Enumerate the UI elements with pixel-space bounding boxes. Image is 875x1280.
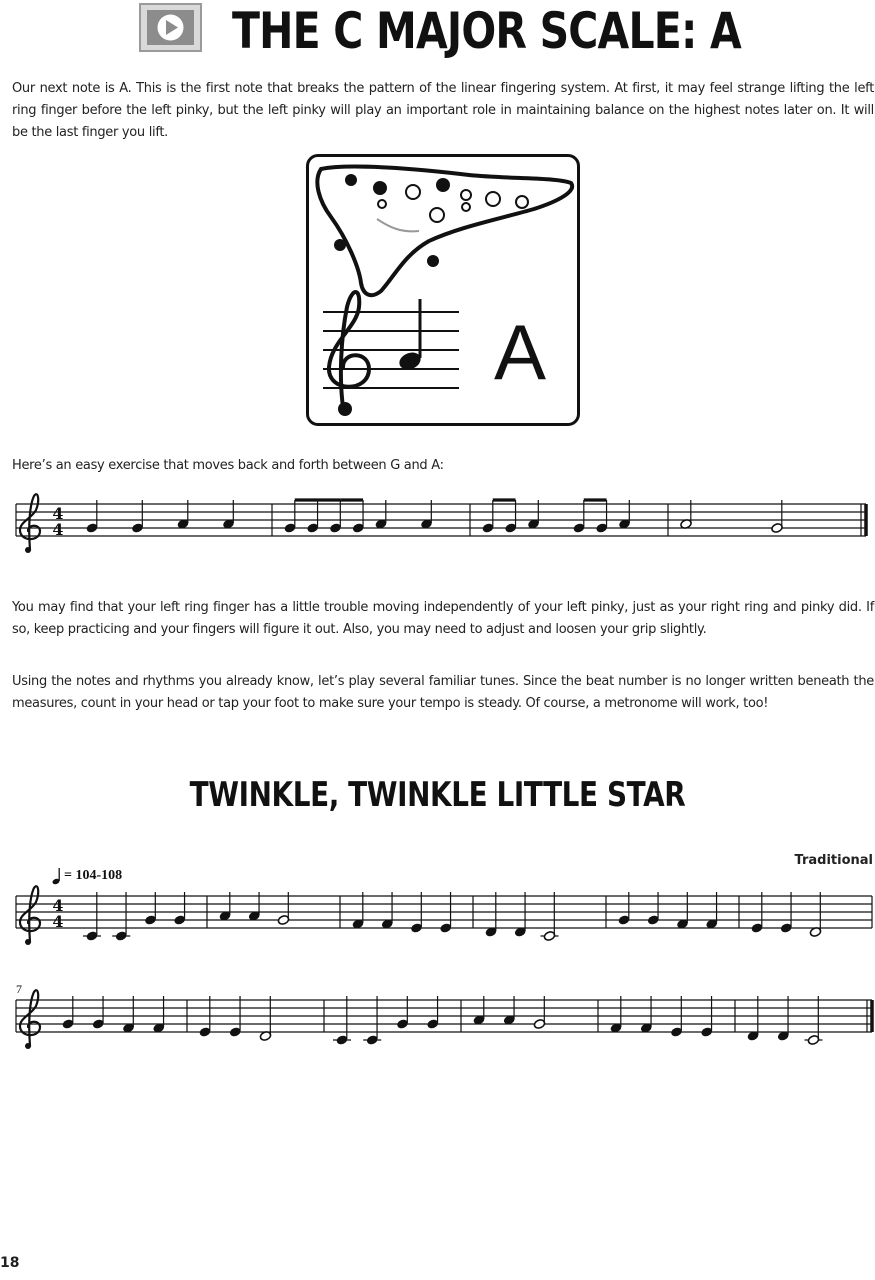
time-signature-digit: 4 <box>52 504 64 523</box>
tempo-text: = 104-108 <box>64 868 123 883</box>
song-title: TWINKLE, TWINKLE LITTLE STAR <box>189 775 686 815</box>
quarter-note <box>229 996 241 1037</box>
quarter-note <box>62 996 74 1029</box>
eighth-note <box>284 500 296 533</box>
quarter-note <box>352 892 364 929</box>
quarter-note <box>485 892 497 937</box>
twinkle-staff-system-2 <box>0 980 875 1070</box>
eighth-note <box>307 500 319 533</box>
time-signature <box>52 504 63 539</box>
time-signature-digit: 4 <box>52 896 64 915</box>
quarter-note <box>381 892 393 929</box>
quarter-note <box>174 892 186 925</box>
treble-clef-icon <box>20 494 40 553</box>
hole-open <box>516 196 528 208</box>
quarter-note <box>396 996 408 1029</box>
treble-clef-icon <box>20 990 40 1049</box>
eighth-note <box>596 500 608 533</box>
quarter-note <box>427 996 439 1029</box>
thumb-hole-covered <box>427 255 439 267</box>
time-signature <box>52 896 63 931</box>
quarter-note <box>112 892 130 941</box>
eighth-note <box>573 500 585 533</box>
eighth-note <box>505 500 517 533</box>
half-note <box>805 996 823 1045</box>
eighth-note <box>352 500 364 533</box>
trouble-paragraph: You may find that your left ring finger has a little trouble moving independently of your left pinky, just as your right ring and pinky did. If so, keep practicing and your fingers will figure it out. Also, you may need to adjust and loosen your grip slightly. <box>12 600 874 637</box>
quarter-note <box>640 996 652 1033</box>
rhythms-paragraph: Using the notes and rhythms you already know, let’s play several familiar tunes. Since the beat number is no longer written beneath the measures, count in your head or tap your foot to make sure your tempo is steady. Of course, a metronome will work, too! <box>12 674 874 711</box>
exercise-staff <box>0 486 875 562</box>
fingering-chart <box>306 154 580 426</box>
quarter-note <box>440 892 452 933</box>
half-note <box>533 996 545 1029</box>
play-video-icon[interactable] <box>139 3 202 52</box>
hole-open <box>430 208 444 222</box>
quarter-note <box>706 892 718 929</box>
quarter-note <box>777 996 789 1041</box>
quarter-note <box>618 892 630 925</box>
quarter-note <box>514 892 526 937</box>
hole-open <box>462 203 470 211</box>
eighth-note <box>482 500 494 533</box>
quarter-note <box>122 996 134 1033</box>
intro-paragraph: Our next note is A. This is the first note that breaks the pattern of the linear fingering system. At first, it may feel strange lifting the left ring finger before the left pinky, but the left pinky will play an important role in maintaining balance on the highest notes later on. It will be the last finger you lift. <box>12 81 874 140</box>
half-note <box>541 892 559 941</box>
time-signature-digit: 4 <box>52 520 64 539</box>
page-title: THE C MAJOR SCALE: A <box>232 2 741 60</box>
quarter-note <box>363 996 381 1045</box>
quarter-note <box>410 892 422 933</box>
quarter-note <box>199 996 211 1037</box>
quarter-note <box>92 996 104 1029</box>
quarter-note <box>153 996 165 1033</box>
half-note <box>771 500 783 533</box>
quarter-note <box>701 996 713 1037</box>
quarter-note <box>83 892 101 941</box>
quarter-note <box>647 892 659 925</box>
note-letter: A <box>494 308 547 396</box>
exercise-intro: Here’s an easy exercise that moves back and forth between G and A: <box>12 458 444 473</box>
quarter-note <box>747 996 759 1041</box>
treble-clef-icon <box>329 292 369 416</box>
page-number: 18 <box>0 1255 20 1271</box>
quarter-note <box>670 996 682 1037</box>
hole-open <box>406 185 420 199</box>
half-note <box>809 892 821 937</box>
quarter-note <box>676 892 688 929</box>
hole-covered <box>436 178 450 192</box>
quarter-note <box>144 892 156 925</box>
hole-open <box>378 200 386 208</box>
hole-open <box>461 190 471 200</box>
quarter-note <box>751 892 763 933</box>
measure-number: 7 <box>16 982 22 996</box>
treble-clef-icon <box>20 886 40 945</box>
hole-covered <box>373 181 387 195</box>
composer-credit: Traditional <box>794 853 873 868</box>
eighth-note <box>329 500 341 533</box>
half-note <box>277 892 289 925</box>
time-signature-digit: 4 <box>52 912 64 931</box>
half-note <box>259 996 271 1041</box>
quarter-note <box>333 996 351 1045</box>
thumb-hole-covered <box>334 239 346 251</box>
note-a-icon <box>397 299 423 373</box>
quarter-note <box>610 996 622 1033</box>
hole-open <box>486 192 500 206</box>
hole-covered <box>345 174 357 186</box>
quarter-note <box>780 892 792 933</box>
quarter-note <box>86 500 98 533</box>
quarter-note <box>131 500 143 533</box>
twinkle-staff-system-1 <box>0 858 875 948</box>
